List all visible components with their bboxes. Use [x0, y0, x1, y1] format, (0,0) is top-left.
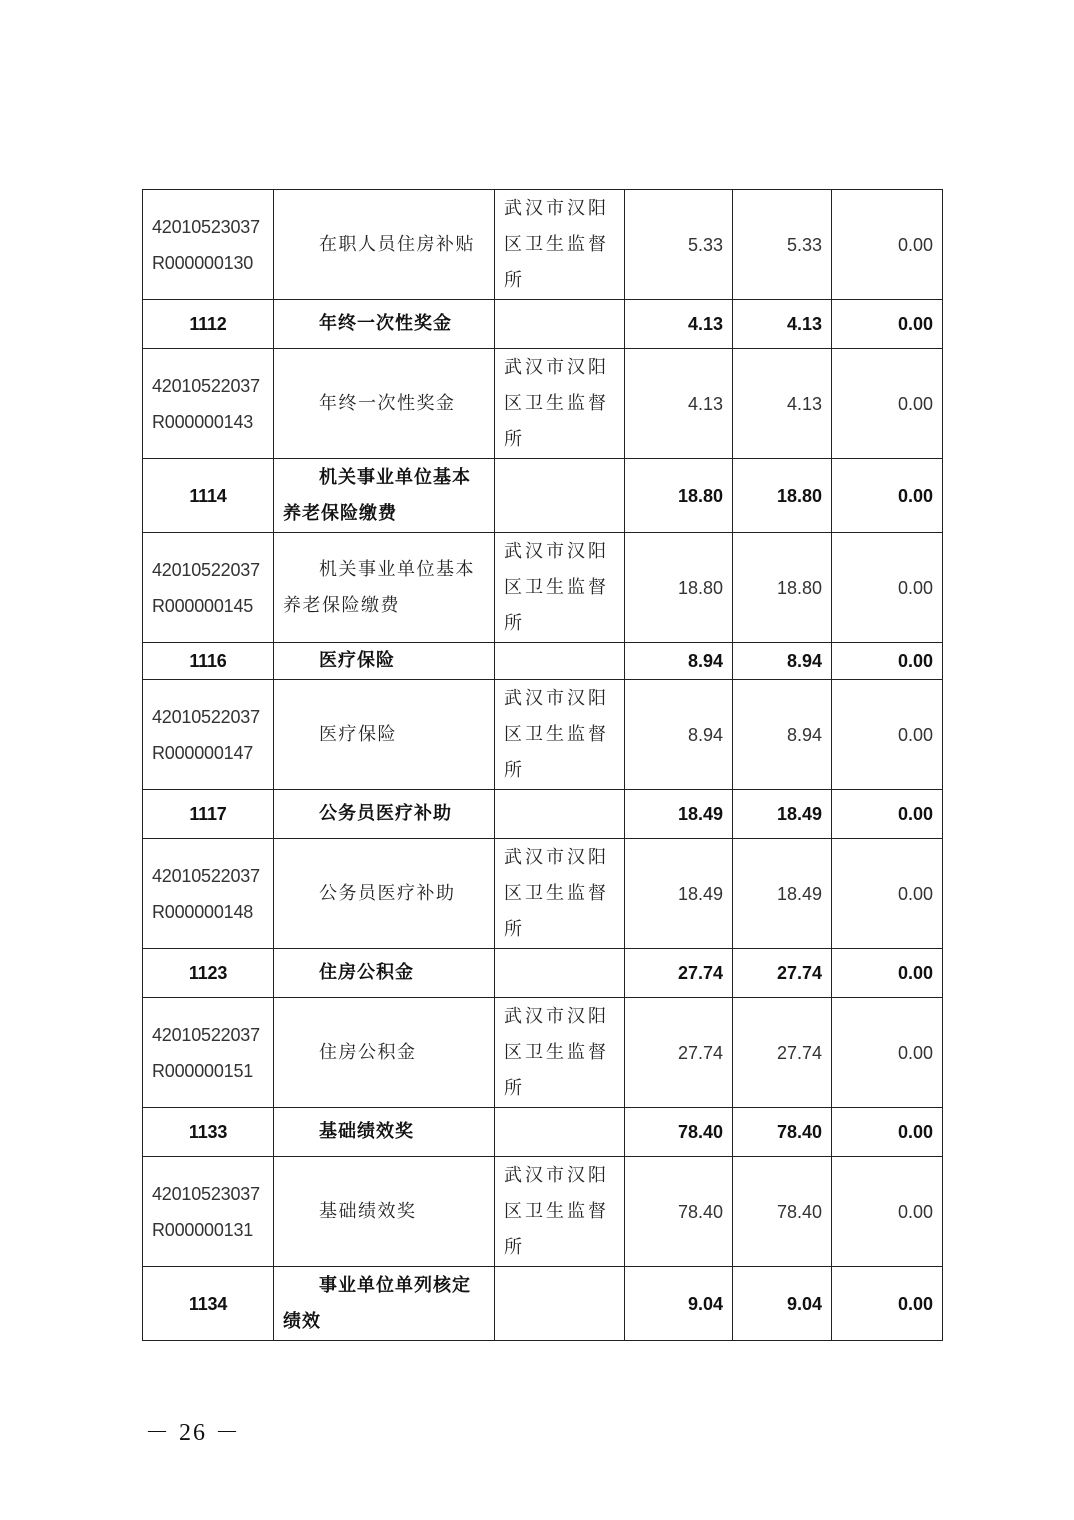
amount-basic-cell: 18.80: [733, 459, 832, 533]
item-name-cell: 医疗保险: [274, 680, 495, 790]
item-name-cell: 公务员医疗补助: [274, 790, 495, 839]
amount-basic-cell: 78.40: [733, 1108, 832, 1157]
item-code-cell: 42010522037R000000148: [143, 839, 274, 949]
amount-basic-cell: 18.49: [733, 790, 832, 839]
item-name-cell: 住房公积金: [274, 998, 495, 1108]
amount-basic-cell: 8.94: [733, 643, 832, 680]
item-code-cell: 1133: [143, 1108, 274, 1157]
amount-total-cell: 8.94: [625, 643, 733, 680]
unit-name-cell: [495, 1267, 625, 1341]
amount-total-cell: 9.04: [625, 1267, 733, 1341]
amount-project-cell: 0.00: [832, 459, 943, 533]
item-code-cell: 1116: [143, 643, 274, 680]
amount-total-cell: 4.13: [625, 349, 733, 459]
amount-basic-cell: 78.40: [733, 1157, 832, 1267]
page-number: － 26 －: [145, 1420, 241, 1446]
item-code-cell: 42010523037R000000130: [143, 190, 274, 300]
amount-basic-cell: 5.33: [733, 190, 832, 300]
budget-table-body: [143, 190, 943, 1341]
amount-project-cell: 0.00: [832, 1108, 943, 1157]
item-row: [143, 680, 943, 790]
unit-name-cell: 武汉市汉阳区卫生监督所: [495, 1157, 625, 1267]
amount-project-cell: 0.00: [832, 300, 943, 349]
amount-project-cell: 0.00: [832, 349, 943, 459]
item-code-cell: 42010522037R000000145: [143, 533, 274, 643]
unit-name-cell: [495, 643, 625, 680]
amount-project-cell: 0.00: [832, 643, 943, 680]
budget-table: [142, 189, 943, 1341]
item-name-cell: 公务员医疗补助: [274, 839, 495, 949]
amount-basic-cell: 9.04: [733, 1267, 832, 1341]
category-row: [143, 643, 943, 680]
amount-total-cell: 27.74: [625, 998, 733, 1108]
unit-name-cell: 武汉市汉阳区卫生监督所: [495, 680, 625, 790]
item-name-cell: 机关事业单位基本养老保险缴费: [274, 459, 495, 533]
item-name-cell: 机关事业单位基本养老保险缴费: [274, 533, 495, 643]
item-code-cell: 1123: [143, 949, 274, 998]
amount-total-cell: 18.80: [625, 459, 733, 533]
item-name-cell: 医疗保险: [274, 643, 495, 680]
item-name-cell: 基础绩效奖: [274, 1108, 495, 1157]
amount-basic-cell: 4.13: [733, 349, 832, 459]
amount-basic-cell: 27.74: [733, 949, 832, 998]
item-row: [143, 1157, 943, 1267]
amount-basic-cell: 18.80: [733, 533, 832, 643]
amount-project-cell: 0.00: [832, 680, 943, 790]
item-name-cell: 事业单位单列核定绩效: [274, 1267, 495, 1341]
amount-total-cell: 27.74: [625, 949, 733, 998]
unit-name-cell: [495, 459, 625, 533]
amount-total-cell: 18.80: [625, 533, 733, 643]
amount-basic-cell: 18.49: [733, 839, 832, 949]
item-code-cell: 42010523037R000000131: [143, 1157, 274, 1267]
item-code-cell: 42010522037R000000147: [143, 680, 274, 790]
amount-total-cell: 78.40: [625, 1157, 733, 1267]
amount-basic-cell: 27.74: [733, 998, 832, 1108]
item-code-cell: 42010522037R000000143: [143, 349, 274, 459]
item-row: [143, 998, 943, 1108]
unit-name-cell: 武汉市汉阳区卫生监督所: [495, 998, 625, 1108]
item-row: [143, 190, 943, 300]
category-row: [143, 1108, 943, 1157]
item-code-cell: 1114: [143, 459, 274, 533]
amount-project-cell: 0.00: [832, 998, 943, 1108]
amount-project-cell: 0.00: [832, 190, 943, 300]
unit-name-cell: 武汉市汉阳区卫生监督所: [495, 349, 625, 459]
unit-name-cell: 武汉市汉阳区卫生监督所: [495, 533, 625, 643]
item-code-cell: 1134: [143, 1267, 274, 1341]
item-code-cell: 1117: [143, 790, 274, 839]
item-name-cell: 年终一次性奖金: [274, 349, 495, 459]
amount-total-cell: 4.13: [625, 300, 733, 349]
item-code-cell: 42010522037R000000151: [143, 998, 274, 1108]
unit-name-cell: [495, 949, 625, 998]
amount-basic-cell: 4.13: [733, 300, 832, 349]
item-row: [143, 533, 943, 643]
amount-total-cell: 78.40: [625, 1108, 733, 1157]
item-name-cell: 年终一次性奖金: [274, 300, 495, 349]
amount-total-cell: 8.94: [625, 680, 733, 790]
item-name-cell: 在职人员住房补贴: [274, 190, 495, 300]
amount-project-cell: 0.00: [832, 949, 943, 998]
amount-project-cell: 0.00: [832, 1267, 943, 1341]
amount-total-cell: 5.33: [625, 190, 733, 300]
category-row: [143, 300, 943, 349]
item-name-cell: 基础绩效奖: [274, 1157, 495, 1267]
amount-project-cell: 0.00: [832, 790, 943, 839]
item-code-cell: 1112: [143, 300, 274, 349]
unit-name-cell: [495, 300, 625, 349]
category-row: [143, 459, 943, 533]
unit-name-cell: 武汉市汉阳区卫生监督所: [495, 839, 625, 949]
category-row: [143, 790, 943, 839]
amount-project-cell: 0.00: [832, 1157, 943, 1267]
unit-name-cell: [495, 1108, 625, 1157]
category-row: [143, 1267, 943, 1341]
amount-total-cell: 18.49: [625, 839, 733, 949]
unit-name-cell: 武汉市汉阳区卫生监督所: [495, 190, 625, 300]
amount-project-cell: 0.00: [832, 839, 943, 949]
item-row: [143, 839, 943, 949]
unit-name-cell: [495, 790, 625, 839]
item-row: [143, 349, 943, 459]
amount-project-cell: 0.00: [832, 533, 943, 643]
category-row: [143, 949, 943, 998]
item-name-cell: 住房公积金: [274, 949, 495, 998]
amount-basic-cell: 8.94: [733, 680, 832, 790]
amount-total-cell: 18.49: [625, 790, 733, 839]
